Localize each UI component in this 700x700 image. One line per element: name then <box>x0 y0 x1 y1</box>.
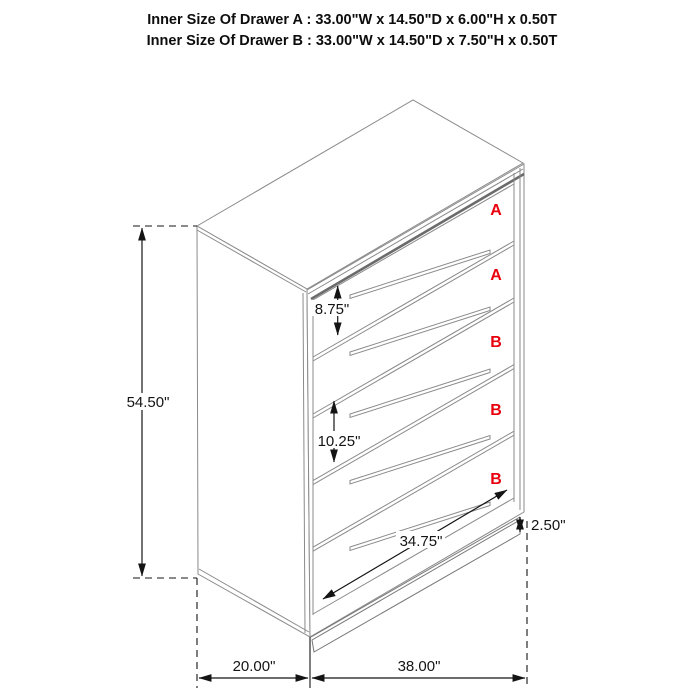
title-line-2: Inner Size Of Drawer B : 33.00"W x 14.50"D x 7.50"H x 0.50T <box>146 33 558 49</box>
chest-drawing <box>197 100 524 652</box>
title-block <box>147 12 558 49</box>
dim-drawer-a-label: 8.75" <box>314 301 350 318</box>
dim-base-height-label: 2.50" <box>531 517 566 534</box>
drawer-label-a1: A <box>490 202 502 219</box>
title-line-1: Inner Size Of Drawer A : 33.00"W x 14.50"D x 6.00"H x 0.50T <box>147 12 557 28</box>
dim-overall-width-label: 38.00" <box>397 658 441 675</box>
dim-overall-height-label: 54.50" <box>126 394 170 411</box>
dim-drawer-b-label: 10.25" <box>317 433 361 450</box>
dim-depth-label: 20.00" <box>232 658 276 675</box>
chest-side-face <box>197 226 310 637</box>
dim-drawer-width-label: 34.75" <box>399 533 443 550</box>
drawer-label-b1: B <box>490 334 502 351</box>
drawer-label-b2: B <box>490 402 502 419</box>
drawer-label-a2: A <box>490 267 502 284</box>
drawer-label-b3: B <box>490 471 502 488</box>
